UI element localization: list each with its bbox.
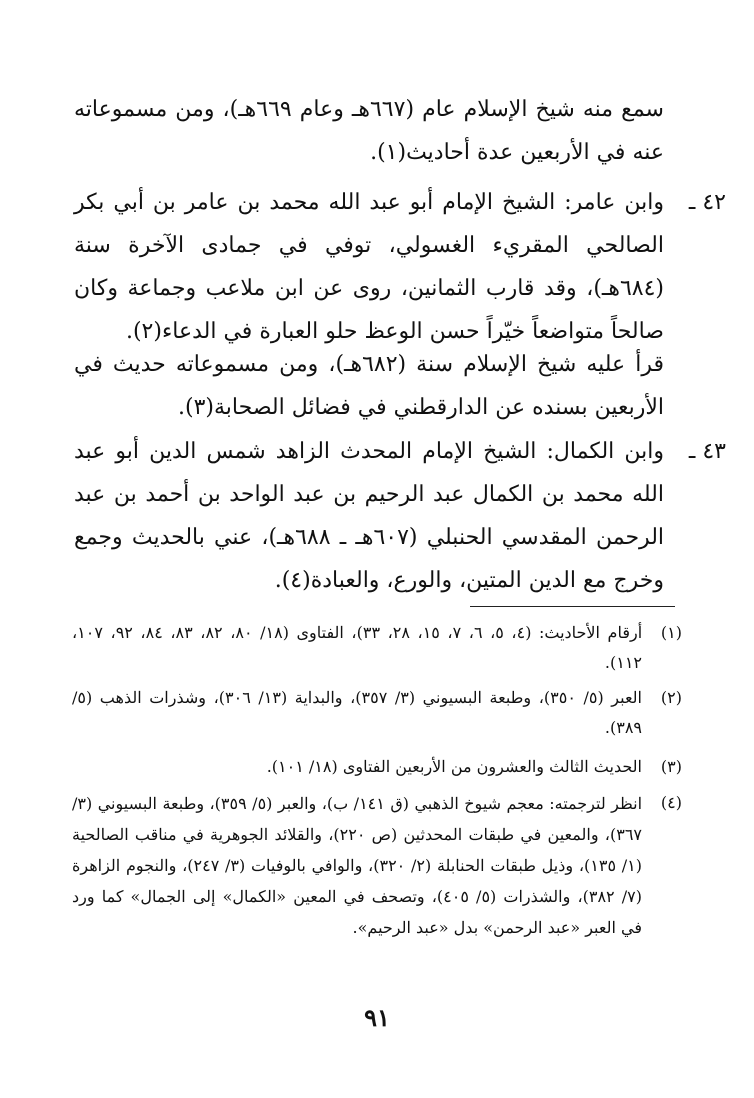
entry-42-continuation: قرأ عليه شيخ الإسلام سنة (٦٨٢هـ)، ومن مسموعاته حديث في الأربعين بسنده عن الدارقطني في فضائل الصحابة(٣). (74, 352, 664, 420)
entry-number-42: ٤٢ ـ (688, 190, 726, 215)
entry-number-43: ٤٣ ـ (688, 439, 726, 464)
footnote-4-text: انظر لترجمته: معجم شيوخ الذهبي (ق ١٤١/ ب)، والعبر (٥/ ٣٥٩)، وطبعة البسيوني (٣/ ٣٦٧)، والمعين في طبقات المحدثين (ص ٢٢٠)، والقلائد الجوهرية في مناقب الصالحية (١/ ١٣٥)، وذيل طبقات الحنابلة (٢/ ٣٢٠)، والوافي بالوفيات (٣/ ٢٤٧)، والنجوم الزاهرة (٧/ ٣٨٢)، والشذرات (٥/ ٤٠٥)، وتصحف في المعين «الكمال» إلى الجمال» كما ورد في العبر «عبد الرحمن» بدل «عبد الرحيم». (72, 794, 643, 937)
page-number: ٩١ (364, 1003, 390, 1032)
footnote-separator (470, 606, 675, 607)
footnote-number-1: (١) (660, 623, 682, 642)
paragraph-intro: سمع منه شيخ الإسلام عام (٦٦٧هـ وعام ٦٦٩هـ)، ومن مسموعاته عنه في الأربعين عدة أحاديث(١). (74, 97, 664, 165)
entry-43-text: وابن الكمال: الشيخ الإمام المحدث الزاهد شمس الدين أبو عبد الله محمد بن الكمال عبد الرحيم بن عبد الواحد بن أحمد بن عبد الرحمن المقدسي الحنبلي (٦٠٧هـ ـ ٦٨٨هـ)، عني بالحديث وجمع وخرج مع الدين المتين، والورع، والعبادة(٤). (74, 439, 665, 593)
footnote-number-2: (٢) (660, 688, 682, 707)
footnote-1-text: أرقام الأحاديث: (٤، ٥، ٦، ٧، ١٥، ٢٨، ٣٣)، الفتاوى (١٨/ ٨٠، ٨٢، ٨٣، ٨٤، ٩٢، ١٠٧، ١١٢). (72, 623, 643, 672)
footnote-number-3: (٣) (660, 757, 682, 776)
entry-42-text: وابن عامر: الشيخ الإمام أبو عبد الله محمد بن عامر بن أبي بكر الصالحي المقريء الغسولي، توفي في جمادى الآخرة سنة (٦٨٤هـ)، وقد قارب الثمانين، روى عن ابن ملاعب وجماعة وكان صالحاً متواضعاً خيّراً حسن الوعظ حلو العبارة في الدعاء(٢). (74, 190, 664, 344)
footnote-number-4: (٤) (660, 793, 682, 812)
footnote-2-text: العبر (٥/ ٣٥٠)، وطبعة البسيوني (٣/ ٣٥٧)، والبداية (١٣/ ٣٠٦)، وشذرات الذهب (٥/ ٣٨٩). (72, 688, 642, 737)
footnote-3-text: الحديث الثالث والعشرون من الأربعين الفتاوى (١٨/ ١٠١). (266, 757, 642, 776)
